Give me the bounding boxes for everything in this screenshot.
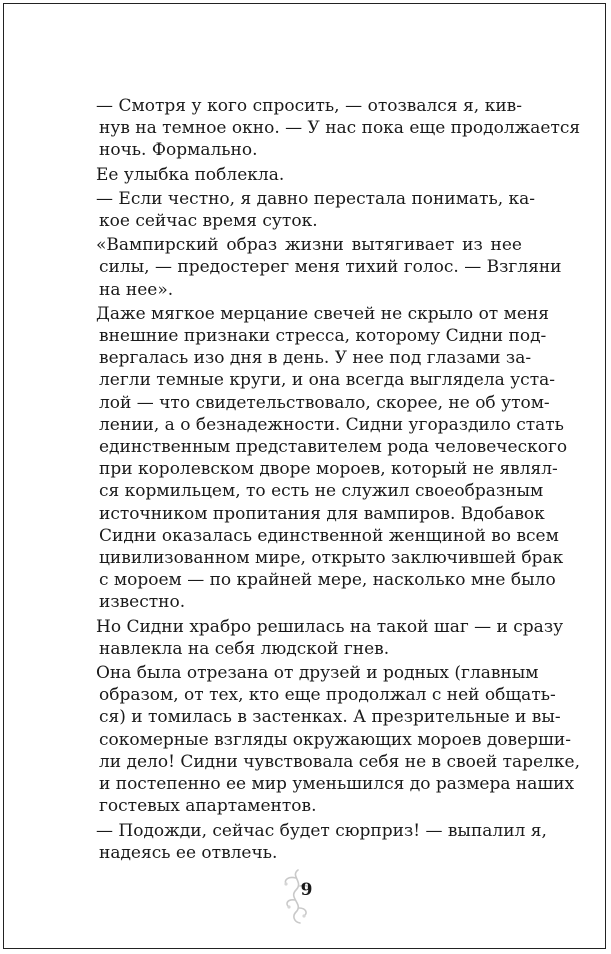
text-line: цивилизованном мире, открыто заключившей брак	[99, 548, 564, 569]
text-line: — Подожди, сейчас будет сюрприз! — выпалил я,	[96, 820, 547, 841]
text-line: Ее улыбка поблекла.	[96, 164, 285, 185]
text-line: навлекла на себя людской гнев.	[99, 638, 390, 659]
text-line: единственным представителем рода человеческого	[99, 437, 568, 458]
book-page	[3, 3, 606, 949]
text-line: надеясь ее отвлечь.	[99, 842, 278, 863]
text-line: силы, — предостерег меня тихий голос. — Взгляни	[99, 257, 562, 278]
text-line: — Если честно, я давно перестала понимать, ка-	[96, 188, 536, 209]
text-line: и постепенно ее мир уменьшился до размера наших	[99, 774, 575, 795]
text-line: при королевском дворе мороев, который не являл-	[99, 459, 558, 480]
text-line: лой — что свидетельствовало, скорее, не об утом-	[99, 392, 550, 413]
text-line: гостевых апартаментов.	[99, 796, 317, 817]
text-line: внешние признаки стресса, которому Сидни под-	[99, 326, 547, 347]
body-text	[96, 95, 581, 864]
text-line: лении, а о безнадежности. Сидни угораздило стать	[99, 414, 564, 435]
text-line: кое сейчас время суток.	[99, 211, 318, 232]
text-line: Сидни оказалась единственной женщиной во всем	[99, 525, 559, 546]
text-line: с мороем — по крайней мере, насколько мне было	[99, 570, 556, 591]
text-line: вергалась изо дня в день. У нее под глазами за-	[99, 348, 532, 369]
text-line: ли дело! Сидни чувствовала себя не в своей тарелке,	[99, 751, 580, 772]
text-line: Даже мягкое мерцание свечей не скрыло от меня	[96, 303, 549, 324]
text-line: — Смотря у кого спросить, — отозвался я, кив-	[96, 96, 522, 116]
text-line: образом, от тех, кто еще продолжал с ней общать-	[99, 685, 556, 706]
text-line: Но Сидни храбро решилась на такой шаг — и сразу	[96, 616, 564, 637]
page-number: 9	[300, 880, 313, 900]
text-line: сокомерные взгляды окружающих мороев доверши-	[99, 729, 571, 750]
text-line: ся) и томилась в застенках. А презрительные и вы-	[99, 707, 561, 728]
text-line: ночь. Формально.	[99, 140, 258, 161]
text-line: известно.	[99, 592, 186, 613]
text-line: ся кормильцем, то есть не служил своеобразным	[99, 481, 544, 502]
text-line: нув на темное окно. — У нас пока еще продолжается	[99, 118, 581, 139]
text-line: Она была отрезана от друзей и родных (главным	[96, 663, 539, 684]
text-line: на нее».	[99, 279, 174, 300]
text-line: источником пропитания для вампиров. Вдобавок	[99, 503, 545, 524]
text-line: «Вампирский образ жизни вытягивает из нее	[96, 235, 522, 256]
text-line: легли темные круги, и она всегда выглядела уста-	[99, 370, 555, 391]
